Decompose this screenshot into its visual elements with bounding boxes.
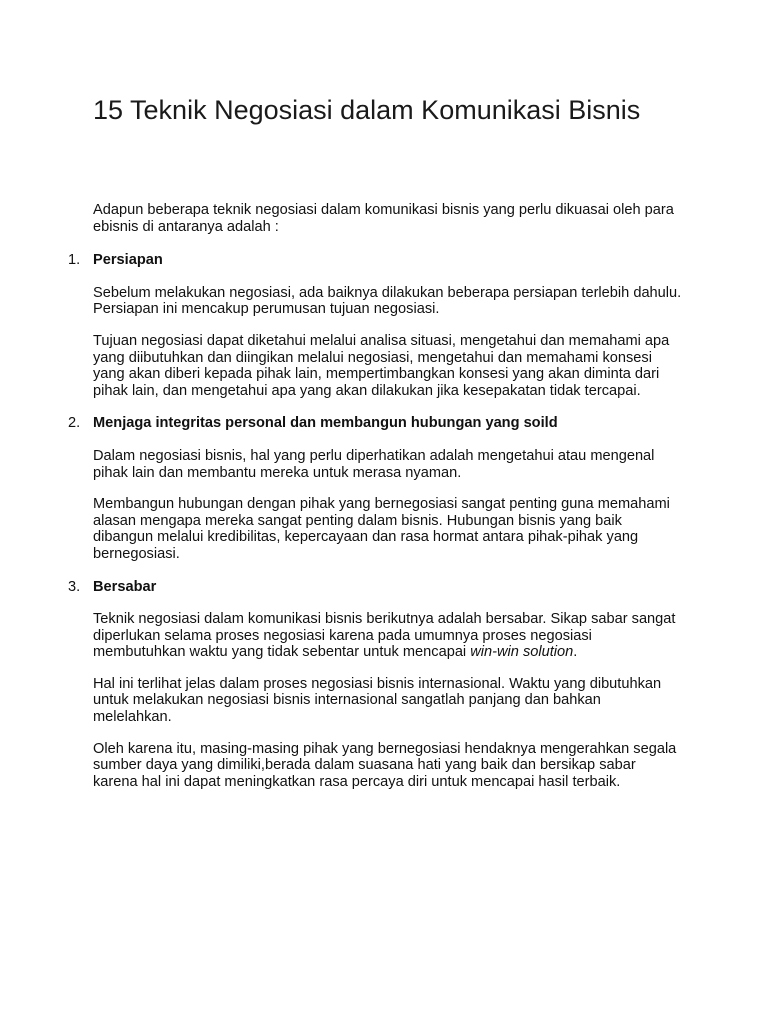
italic-term: win-win solution xyxy=(470,644,574,661)
section-integritas xyxy=(68,415,683,562)
heading-text: Persiapan xyxy=(93,252,163,269)
paragraph: Sebelum melakukan negosiasi, ada baiknya dilakukan beberapa persiapan terlebih dahulu. Persiapan ini mencakup perumusan tujuan negosiasi. xyxy=(93,284,682,318)
list-number: 2. xyxy=(68,415,81,432)
intro-paragraph: Adapun beberapa teknik negosiasi dalam komunikasi bisnis yang perlu dikuasai oleh para ebisnis di antaranya adalah : xyxy=(93,202,674,235)
list-number: 1. xyxy=(68,252,81,269)
list-number: 3. xyxy=(68,578,81,595)
paragraph-text: Teknik negosiasi dalam komunikasi bisnis berikutnya adalah bersabar. Sikap sabar sangat diperlukan selama proses negosiasi karena pada umumnya proses negosiasi membutuhkan waktu yang tidak sebentar untuk mencapai xyxy=(93,611,676,661)
paragraph: Oleh karena itu, masing-masing pihak yang bernegosiasi hendaknya mengerahkan segala sumber daya yang dimiliki,berada dalam suasana hati yang baik dan bersikap sabar karena hal ini dapat meningkatkan rasa percaya diri untuk mencapai hasil terbaik. xyxy=(93,740,677,790)
paragraph: Hal ini terlihat jelas dalam proses negosiasi bisnis internasional. Waktu yang dibutuhkan untuk melakukan negosiasi bisnis internasional sangatlah panjang dan bahkan melelahkan. xyxy=(93,675,662,726)
section-bersabar xyxy=(68,578,683,791)
paragraph xyxy=(93,611,683,661)
heading-text: Menjaga integritas personal dan membangun hubungan yang soild xyxy=(93,415,558,432)
document-body xyxy=(68,202,683,805)
section-heading xyxy=(68,578,683,596)
paragraph: Membangun hubungan dengan pihak yang bernegosiasi sangat penting guna memahami alasan mengapa mereka sangat penting dalam bisnis. Hubungan bisnis yang baik dibangun melalui kredibilitas, kepercayaan dan rasa hormat antara pihak-pihak yang bernegosiasi. xyxy=(93,496,670,562)
section-heading xyxy=(68,415,683,432)
paragraph-text: . xyxy=(573,644,578,661)
section-heading xyxy=(68,252,683,269)
paragraph: Tujuan negosiasi dapat diketahui melalui analisa situasi, mengetahui dan memahami apa yang diibutuhkan dan diingikan melalui negosiasi, mengetahui dan memahami konsesi yang akan diberi kepada pihak lain, mempertimbangkan konsesi yang akan diminta dari pihak lain, dan mengetahui apa yang akan dilakukan jika kesepakatan tidak tercapai. xyxy=(93,332,670,399)
section-persiapan xyxy=(68,252,683,399)
document-title: 15 Teknik Negosiasi dalam Komunikasi Bisnis xyxy=(93,95,641,125)
paragraph: Dalam negosiasi bisnis, hal yang perlu diperhatikan adalah mengetahui atau mengenal pihak lain dan membantu mereka untuk merasa nyaman. xyxy=(93,447,655,481)
heading-text: Bersabar xyxy=(93,578,157,595)
